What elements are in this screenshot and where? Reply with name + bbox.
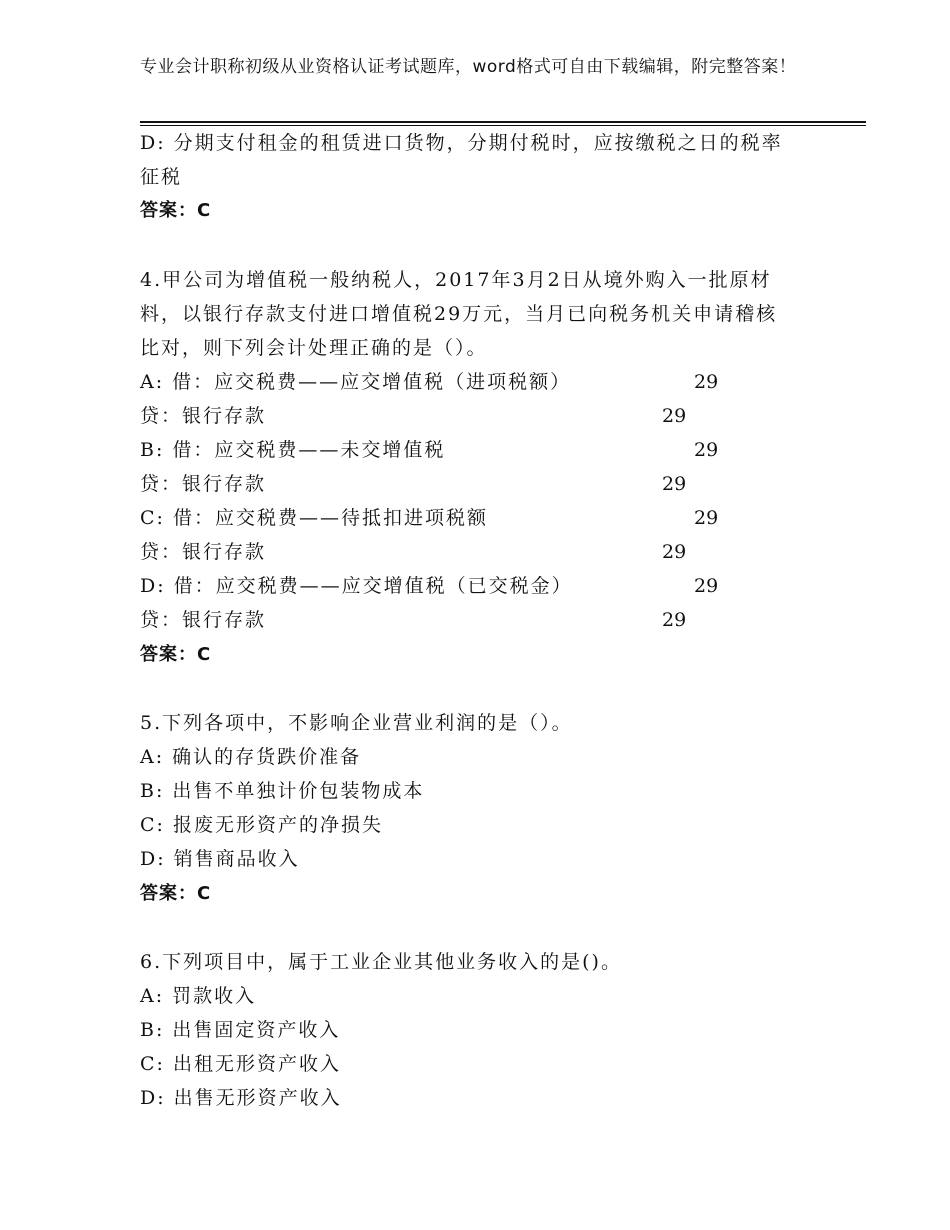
q5-answer: 答案：C xyxy=(140,883,212,904)
q5-option-b: B: 出售不单独计价包装物成本 xyxy=(140,780,425,802)
q4-option-c-debit-amount: 29 xyxy=(694,507,719,529)
q4-option-a-debit: A: 借：应交税费——应交增值税（进项税额） xyxy=(140,371,572,393)
q4-answer: 答案：C xyxy=(140,644,212,665)
q4-option-a-credit: 贷：银行存款 xyxy=(140,405,267,427)
q6-option-b: B: 出售固定资产收入 xyxy=(140,1019,341,1041)
q4-option-a-credit-amount: 29 xyxy=(662,405,687,427)
q5-option-c: C: 报废无形资产的净损失 xyxy=(140,814,383,836)
header-rule-thick xyxy=(140,121,866,123)
q3-option-d-line2: 征税 xyxy=(140,166,183,188)
q4-option-d-credit-amount: 29 xyxy=(662,609,687,631)
q6-option-d: D: 出售无形资产收入 xyxy=(140,1087,342,1109)
q4-option-c-credit: 贷：银行存款 xyxy=(140,541,267,563)
q6-option-a: A: 罚款收入 xyxy=(140,985,257,1007)
q3-option-d-line1: D: 分期支付租金的租赁进口货物，分期付税时，应按缴税之日的税率 xyxy=(140,132,783,154)
q4-option-d-credit: 贷：银行存款 xyxy=(140,609,267,631)
document-header: 专业会计职称初级从业资格认证考试题库，word格式可自由下载编辑，附完整答案！ xyxy=(140,57,797,77)
q4-stem-line2: 料，以银行存款支付进口增值税29万元，当月已向税务机关申请稽核 xyxy=(140,303,778,325)
q3-answer: 答案：C xyxy=(140,200,212,221)
q5-option-a: A: 确认的存货跌价准备 xyxy=(140,746,362,768)
q4-option-a-debit-amount: 29 xyxy=(694,371,719,393)
q5-stem: 5.下列各项中，不影响企业营业利润的是（）。 xyxy=(140,712,573,734)
q6-stem: 6.下列项目中，属于工业企业其他业务收入的是()。 xyxy=(140,951,622,973)
q6-option-c: C: 出租无形资产收入 xyxy=(140,1053,341,1075)
q4-stem-line1: 4.甲公司为增值税一般纳税人，2017年3月2日从境外购入一批原材 xyxy=(140,269,772,291)
q4-option-b-credit-amount: 29 xyxy=(662,473,687,495)
q4-option-d-debit-amount: 29 xyxy=(694,575,719,597)
q4-option-b-debit: B: 借：应交税费——未交增值税 xyxy=(140,439,446,461)
q4-option-c-credit-amount: 29 xyxy=(662,541,687,563)
q4-option-d-debit: D: 借：应交税费——应交增值税（已交税金） xyxy=(140,575,573,597)
q4-stem-line3: 比对，则下列会计处理正确的是（）。 xyxy=(140,337,488,359)
q4-option-b-debit-amount: 29 xyxy=(694,439,719,461)
q4-option-c-debit: C: 借：应交税费——待抵扣进项税额 xyxy=(140,507,488,529)
q4-option-b-credit: 贷：银行存款 xyxy=(140,473,267,495)
q5-option-d: D: 销售商品收入 xyxy=(140,848,300,870)
